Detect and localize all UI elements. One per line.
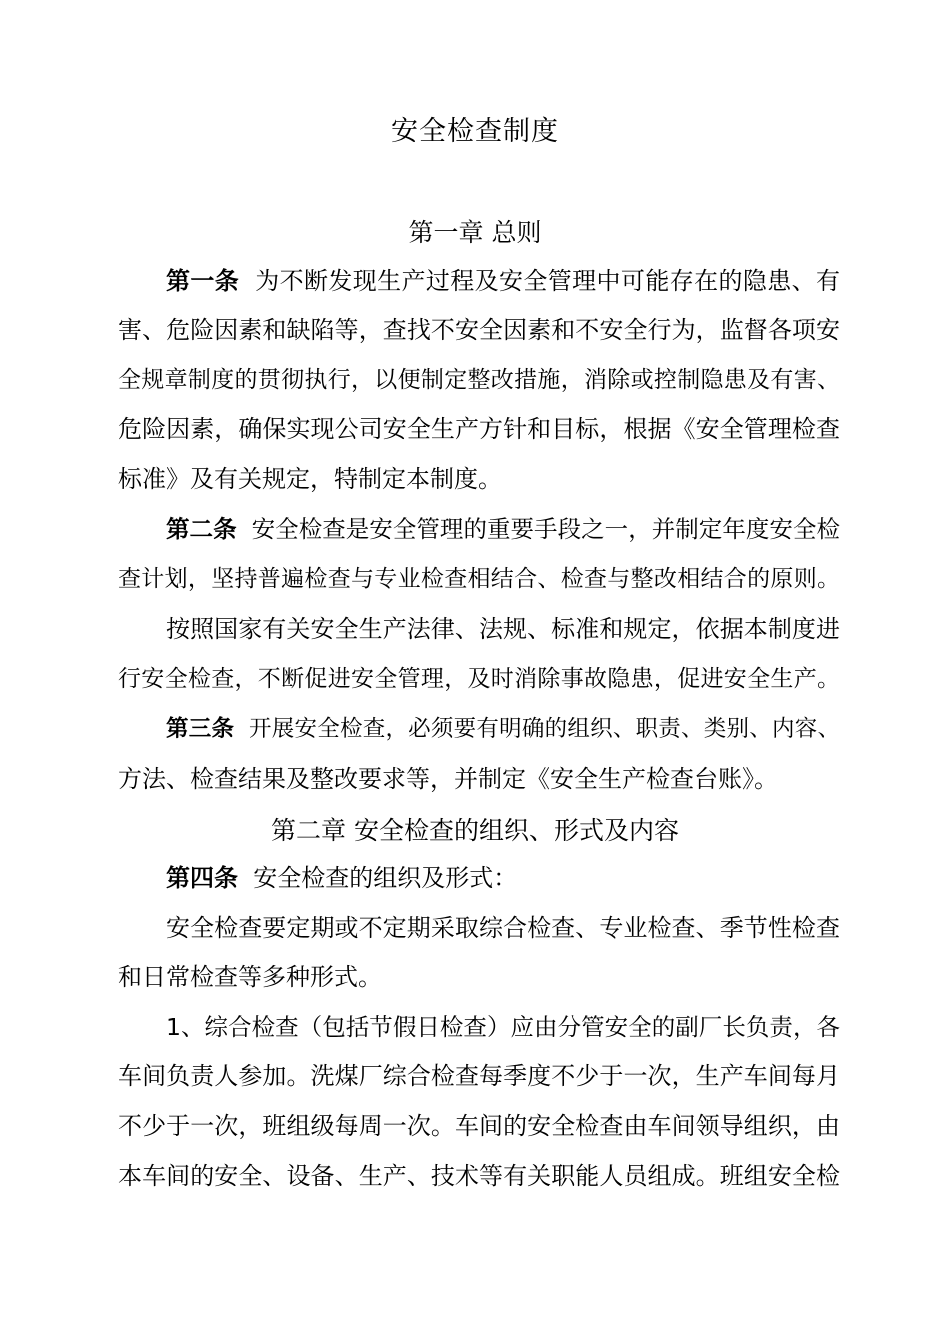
article-2-line-2: 查计划，坚持普遍检查与专业检查相结合、检查与整改相结合的原则。 bbox=[118, 566, 840, 592]
article-4-text: 安全检查的组织及形式： bbox=[253, 864, 518, 892]
article-4-line-6: 不少于一次，班组级每周一次。车间的安全检查由车间领导组织，由 bbox=[118, 1112, 840, 1140]
article-4-line-5: 车间负责人参加。洗煤厂综合检查每季度不少于一次，生产车间每月 bbox=[118, 1062, 840, 1090]
article-2-line-1 bbox=[166, 511, 840, 547]
article-1-line-1 bbox=[166, 263, 840, 299]
article-1-line-3: 全规章制度的贯彻执行，以便制定整改措施，消除或控制隐患及有害、 bbox=[118, 367, 840, 393]
article-4-line-4: 1、综合检查（包括节假日检查）应由分管安全的副厂长负责，各 bbox=[166, 1013, 840, 1041]
article-2-line-4: 行安全检查，不断促进安全管理，及时消除事故隐患，促进安全生产。 bbox=[118, 666, 840, 692]
article-1-line-4: 危险因素，确保实现公司安全生产方针和目标，根据《安全管理检查 bbox=[118, 415, 840, 443]
document-title: 安全检查制度 bbox=[391, 116, 559, 147]
article-3-text: 开展安全检查，必须要有明确的组织、职责、类别、内容、 bbox=[249, 716, 840, 742]
chapter-two-heading: 第二章 安全检查的组织、形式及内容 bbox=[271, 816, 679, 845]
article-4-line-2: 安全检查要定期或不定期采取综合检查、专业检查、季节性检查 bbox=[166, 914, 840, 942]
article-1-label: 第一条 bbox=[166, 267, 240, 295]
article-4-line-7: 本车间的安全、设备、生产、技术等有关职能人员组成。班组安全检 bbox=[118, 1162, 840, 1190]
article-3-line-2: 方法、检查结果及整改要求等，并制定《安全生产检查台账》。 bbox=[118, 765, 778, 793]
article-3-label: 第三条 bbox=[166, 716, 235, 742]
article-1-line-5: 标准》及有关规定，特制定本制度。 bbox=[118, 465, 502, 493]
chapter-one-heading: 第一章 总则 bbox=[408, 218, 542, 247]
article-4-line-1 bbox=[166, 860, 840, 896]
article-1-line-2: 害、危险因素和缺陷等，查找不安全因素和不安全行为，监督各项安 bbox=[118, 316, 840, 344]
article-4-label: 第四条 bbox=[166, 864, 238, 892]
article-1-text: 为不断发现生产过程及安全管理中可能存在的隐患、有 bbox=[255, 267, 841, 295]
article-3-line-1 bbox=[166, 711, 840, 747]
article-2-text: 安全检查是安全管理的重要手段之一，并制定年度安全检 bbox=[251, 515, 840, 543]
article-4-line-3: 和日常检查等多种形式。 bbox=[118, 963, 382, 991]
article-2-label: 第二条 bbox=[166, 515, 237, 543]
article-2-line-3: 按照国家有关安全生产法律、法规、标准和规定，依据本制度进 bbox=[166, 615, 840, 643]
